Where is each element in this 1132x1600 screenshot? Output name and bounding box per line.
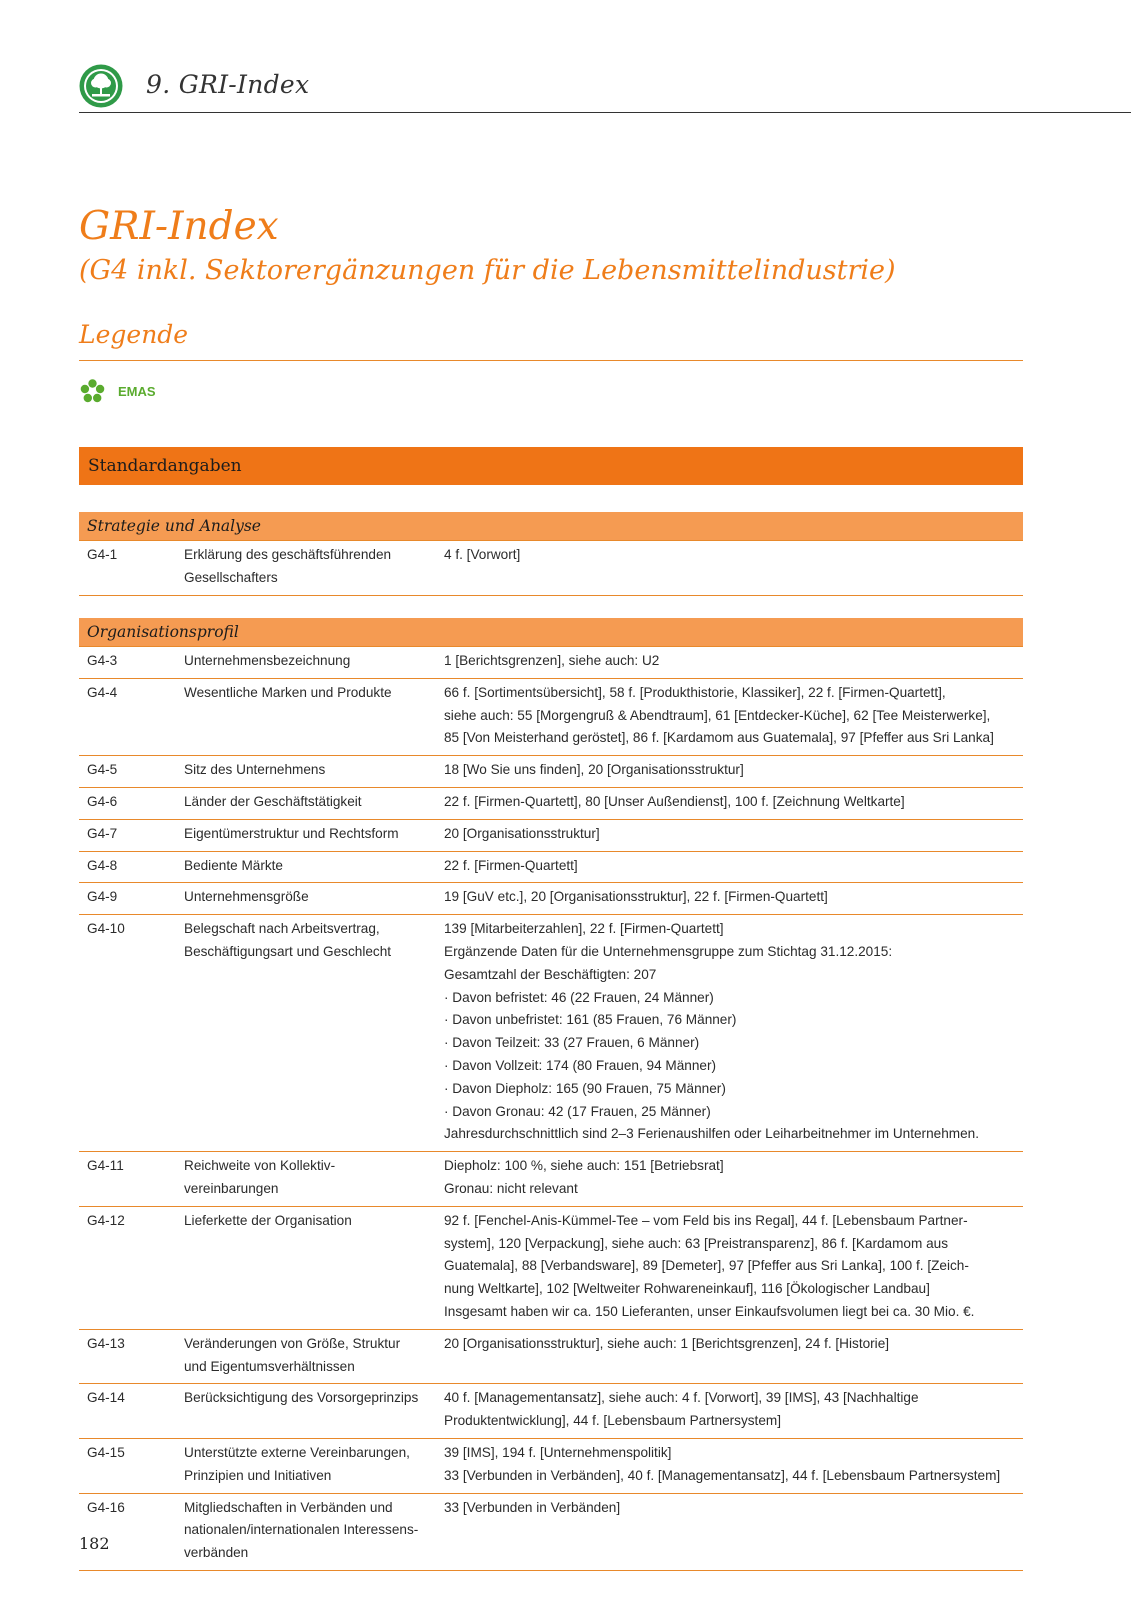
- gri-reference: 66 f. [Sortimentsübersicht], 58 f. [Produkthistorie, Klassiker], 22 f. [Firmen-Quartett], siehe auch: 55 [Morgengruß & Abendtraum], 61 [Entdecker-Küche], 62 [Tee Meisterwerke], 85 [Von Meisterhand geröstet], 86 f. [Kardamom aus Guatemala], 97 [Pfeffer aus Sri Lanka]: [444, 684, 994, 746]
- gri-id: G4-13: [87, 1335, 125, 1351]
- header-divider: [79, 112, 1131, 113]
- gri-topic: Belegschaft nach Arbeitsvertrag, Beschäftigungsart und Geschlecht: [184, 921, 392, 959]
- gri-topic: Wesentliche Marken und Produkte: [184, 684, 392, 700]
- gri-reference: 19 [GuV etc.], 20 [Organisationsstruktur], 22 f. [Firmen-Quartett]: [444, 889, 828, 905]
- gri-reference: 20 [Organisationsstruktur]: [444, 825, 600, 841]
- gri-reference: 1 [Berichtsgrenzen], siehe auch: U2: [444, 653, 660, 668]
- table-row: [79, 820, 1023, 852]
- gri-topic: Erklärung des geschäftsführenden Gesellschafters: [184, 547, 392, 585]
- gri-id: G4-7: [87, 825, 118, 841]
- gri-id: G4-4: [87, 684, 118, 700]
- gri-topic: Eigentümerstruktur und Rechtsform: [184, 825, 399, 841]
- gri-id: G4-6: [87, 793, 118, 809]
- table-row: [79, 679, 1023, 756]
- gri-topic: Bediente Märkte: [184, 857, 283, 873]
- legend-item-emas: EMAS: [118, 384, 156, 399]
- page-title: GRI-Index: [79, 204, 279, 249]
- gri-reference: 18 [Wo Sie uns finden], 20 [Organisationsstruktur]: [444, 762, 744, 778]
- table-row: [79, 852, 1023, 884]
- gri-id: G4-11: [87, 1158, 124, 1174]
- standard-disclosures-label: Standardangaben: [88, 456, 242, 476]
- page-number: 182: [79, 1534, 110, 1553]
- gri-reference: 92 f. [Fenchel-Anis-Kümmel-Tee – vom Feld bis ins Regal], 44 f. [Lebensbaum Partner- system], 120 [Verpackung], siehe auch: 63 [Preistransparenz], 86 f. [Kardamom aus Guatemala], 88 [Verbandsware], 89 [Demeter], 97 [Pfeffer aus Sri Lanka], 100 f. [Zeich- nung Weltkarte], 102 [Weltweiter Rohwareneinkauf], 116 [Ökologischer Landbau] Insgesamt haben wir ca. 150 Lieferanten, unser Einkaufsvolumen liegt bei ca. 30 Mio. €.: [444, 1212, 975, 1319]
- table-row: [79, 915, 1023, 1152]
- gri-id: G4-14: [87, 1390, 125, 1406]
- legend-divider: [79, 360, 1023, 361]
- table-row: [79, 883, 1023, 915]
- gri-id: G4-5: [87, 762, 118, 778]
- gri-topic: Unternehmensbezeichnung: [184, 653, 351, 668]
- gri-topic: Reichweite von Kollektiv- vereinbarungen: [184, 1158, 336, 1196]
- standard-disclosures-bar: [79, 447, 1023, 485]
- table-row: [79, 1330, 1023, 1385]
- page-subtitle: (G4 inkl. Sektorergänzungen für die Lebensmittelindustrie): [79, 255, 896, 286]
- gri-id: G4-10: [87, 921, 125, 937]
- gri-reference: 139 [Mitarbeiterzahlen], 22 f. [Firmen-Quartett] Ergänzende Daten für die Unternehmensgruppe zum Stichtag 31.12.2015: Gesamtzahl der Beschäftigten: 207 · Davon befristet: 46 (22 Frauen, 24 Männer) · Davon unbefristet: 161 (85 Frauen, 76 Männer) · Davon Teilzeit: 33 (27 Frauen, 6 Männer) · Davon Vollzeit: 174 (80 Frauen, 94 Männer) · Davon Diepholz: 165 (90 Frauen, 75 Männer) · Davon Gronau: 42 (17 Frauen, 25 Männer) Jahresdurchschnittlich sind 2–3 Ferienaushilfen oder Leiharbeitnehmer im Unternehmen.: [444, 921, 979, 1142]
- gri-reference: 33 [Verbunden in Verbänden]: [444, 1499, 621, 1515]
- gri-id: G4-12: [87, 1212, 125, 1228]
- gri-id: G4-16: [87, 1499, 125, 1515]
- gri-reference: 22 f. [Firmen-Quartett], 80 [Unser Außendienst], 100 f. [Zeichnung Weltkarte]: [444, 793, 905, 809]
- gri-reference: Diepholz: 100 %, siehe auch: 151 [Betriebsrat] Gronau: nicht relevant: [444, 1158, 724, 1196]
- gri-reference: 39 [IMS], 194 f. [Unternehmenspolitik] 33 [Verbunden in Verbänden], 40 f. [Managementansatz], 44 f. [Lebensbaum Partnersystem]: [444, 1444, 1001, 1483]
- gri-id: G4-9: [87, 889, 118, 905]
- gri-topic: Sitz des Unternehmens: [184, 762, 326, 778]
- emas-flower-icon: [79, 378, 106, 405]
- gri-reference: 20 [Organisationsstruktur], siehe auch: 1 [Berichtsgrenzen], 24 f. [Historie]: [444, 1335, 890, 1351]
- lebensbaum-logo: [79, 64, 123, 108]
- table-row: [79, 1439, 1023, 1494]
- gri-topic: Berücksichtigung des Vorsorgeprinzips: [184, 1390, 419, 1406]
- gri-topic: Länder der Geschäftstätigkeit: [184, 793, 362, 809]
- legend-heading: Legende: [79, 320, 189, 349]
- table-row: [79, 1152, 1023, 1207]
- gri-topic: Lieferkette der Organisation: [184, 1212, 352, 1228]
- table-row: [79, 756, 1023, 788]
- gri-topic: Mitgliedschaften in Verbänden und nationalen/internationalen Interessens- verbänden: [184, 1499, 419, 1561]
- table-row: [79, 1384, 1023, 1439]
- chapter-title: 9. GRI-Index: [146, 70, 310, 99]
- table-row: [79, 1494, 1023, 1571]
- section-heading: Strategie und Analyse: [79, 512, 1023, 541]
- table-row: [79, 1207, 1023, 1330]
- gri-topic: Unternehmensgröße: [184, 889, 309, 905]
- section-organization-profile: [79, 618, 1023, 1571]
- gri-id: G4-1: [87, 547, 118, 562]
- table-row: [79, 647, 1023, 679]
- gri-reference: 40 f. [Managementansatz], siehe auch: 4 f. [Vorwort], 39 [IMS], 43 [Nachhaltige Produktentwicklung], 44 f. [Lebensbaum Partnersystem]: [444, 1390, 919, 1429]
- gri-topic: Veränderungen von Größe, Struktur und Eigentumsverhältnissen: [184, 1335, 401, 1374]
- table-row: [79, 541, 1023, 596]
- gri-reference: 4 f. [Vorwort]: [444, 547, 521, 562]
- gri-id: G4-8: [87, 857, 118, 873]
- section-strategy-analysis: [79, 512, 1023, 596]
- gri-id: G4-3: [87, 653, 118, 668]
- table-row: [79, 788, 1023, 820]
- section-heading: Organisationsprofil: [79, 618, 1023, 647]
- gri-topic: Unterstützte externe Vereinbarungen, Prinzipien und Initiativen: [184, 1444, 410, 1483]
- gri-reference: 22 f. [Firmen-Quartett]: [444, 857, 578, 873]
- gri-id: G4-15: [87, 1444, 125, 1460]
